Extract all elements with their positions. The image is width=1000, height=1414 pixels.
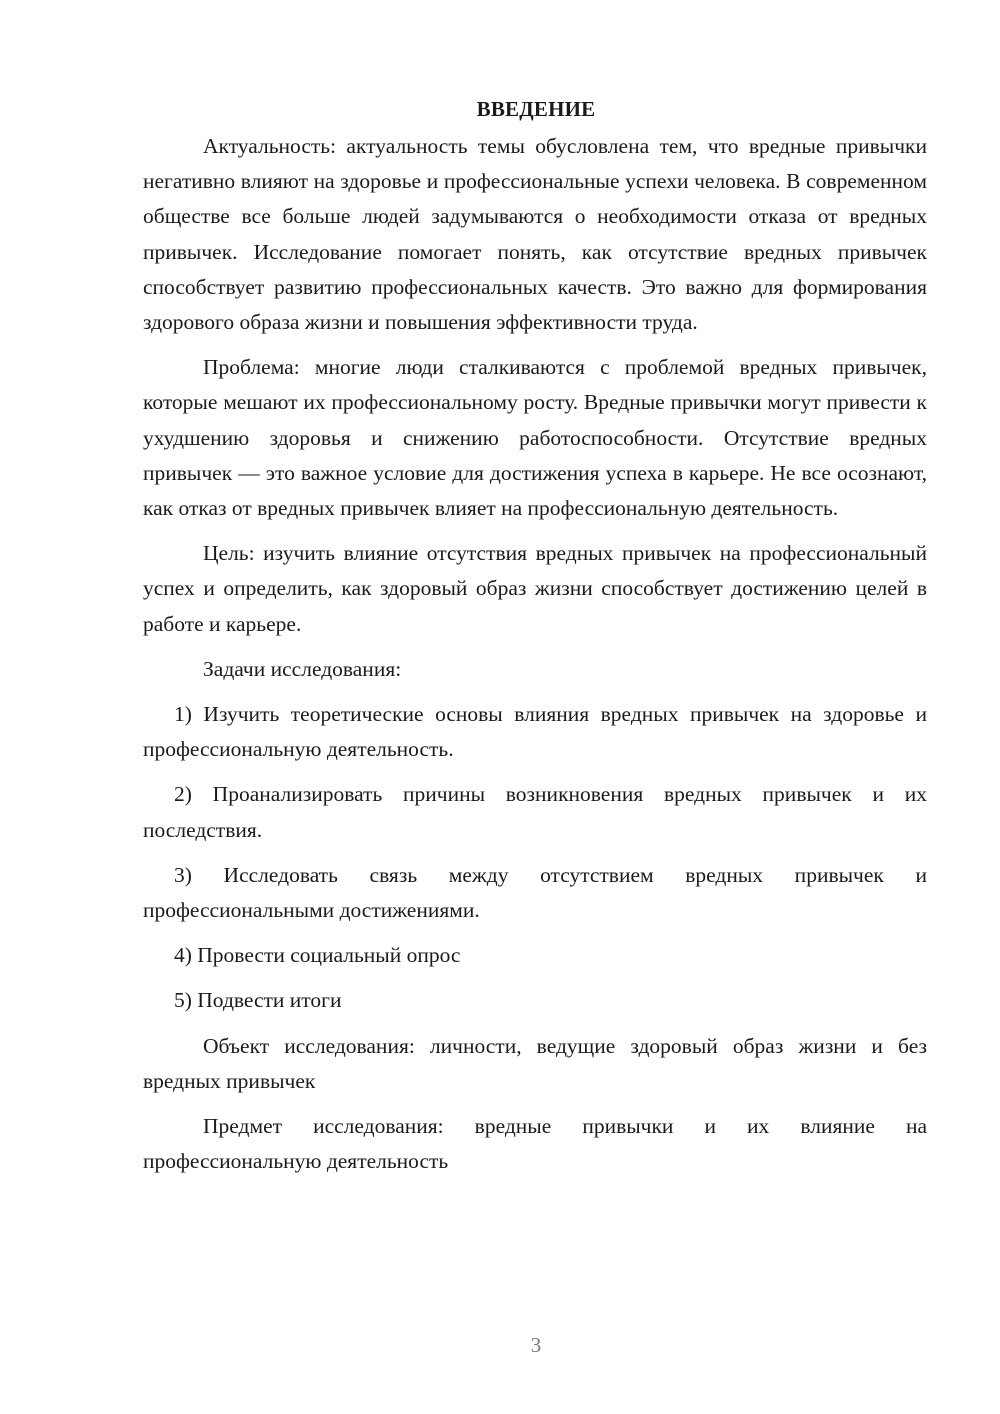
page-content (143, 92, 927, 1179)
relevance-paragraph: Актуальность: актуальность темы обусловлена тем, что вредные привычки негативно влияют на здоровье и профессиональные успехи человека. В современном обществе все больше людей задумываются о необходимости отказа от вредных привычек. Исследование помогает понять, как отсутствие вредных привычек способствует развитию профессиональных качеств. Это важно для формирования здорового образа жизни и повышения эффективности труда. (143, 134, 927, 335)
task-item-5: 5) Подвести итоги (174, 988, 342, 1013)
page-number: 3 (530, 1333, 542, 1357)
task-item-3: 3) Исследовать связь между отсутствием вредных привычек и профессиональными достижениями. (143, 862, 927, 923)
tasks-heading: Задачи исследования: (203, 656, 402, 681)
goal-paragraph: Цель: изучить влияние отсутствия вредных привычек на профессиональный успех и определить, как здоровый образ жизни способствует достижению целей в работе и карьере. (143, 541, 927, 636)
object-paragraph: Объект исследования: личности, ведущие здоровый образ жизни и без вредных привычек (143, 1033, 927, 1093)
section-title: ВВЕДЕНИЕ (476, 97, 596, 121)
task-item-4: 4) Провести социальный опрос (174, 943, 461, 968)
problem-paragraph: Проблема: многие люди сталкиваются с проблемой вредных привычек, которые мешают их профессиональному росту. Вредные привычки могут привести к ухудшению здоровья и снижению работоспособности. Отсутствие вредных привычек — это важное условие для достижения успеха в карьере. Не все осознают, как отказ от вредных привычек влияет на профессиональную деятельность. (143, 355, 927, 521)
task-item-1: 1) Изучить теоретические основы влияния вредных привычек на здоровье и профессиональную деятельность. (143, 702, 927, 762)
subject-paragraph: Предмет исследования: вредные привычки и их влияние на профессиональную деятельность (143, 1114, 927, 1174)
task-item-2: 2) Проанализировать причины возникновения вредных привычек и их последствия. (143, 782, 927, 842)
